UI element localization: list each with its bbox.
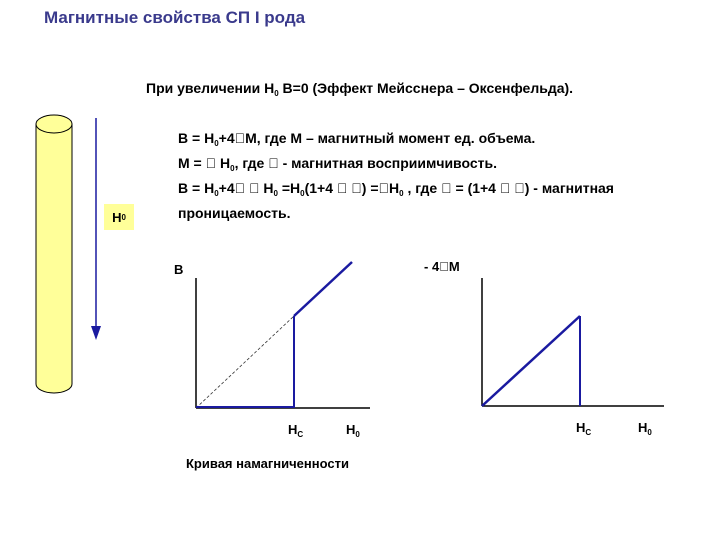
- right-hc-tick-label: $H_C$: [576, 420, 592, 437]
- left-chart: [196, 262, 370, 408]
- left-dashed-extrapolation: [196, 316, 294, 408]
- formula-line-1: $B = H_0+4 M$, где M – магнитный момент ед. объема.: [178, 130, 536, 148]
- superconductor-cylinder: [36, 115, 72, 393]
- left-curve-above-hc: [294, 262, 352, 316]
- right-magnetization-line: [482, 316, 580, 406]
- left-y-axis-label: B: [174, 262, 184, 277]
- formula-line-3: $B = H_0+4 $   $H_0 =H_0(1+4$    ) $= H_0$ , где   = (1+4    ) - магнитная: [178, 180, 614, 198]
- formula-line-4: проницаемость.: [178, 205, 291, 221]
- slide-title: Магнитные свойства СП I рода: [44, 8, 306, 27]
- field-label-box: H 0: [104, 204, 134, 230]
- right-y-axis-label: - 4 M: [424, 259, 460, 274]
- formula-line-2: M =   $H_0$, где   - магнитная восприимчивость.: [178, 155, 497, 173]
- right-chart: [482, 278, 664, 406]
- left-hc-tick-label: $H_C$: [288, 422, 304, 439]
- left-h0-tick-label: $H_0$: [346, 422, 360, 439]
- field-arrow: [91, 118, 101, 340]
- magnetization-curve-caption: Кривая намагниченности: [186, 456, 349, 471]
- right-h0-tick-label: $H_0$: [638, 420, 652, 437]
- meissner-statement: При увеличении $H_0$ B=0 (Эффект Мейсснера – Оксенфельда).: [146, 80, 574, 98]
